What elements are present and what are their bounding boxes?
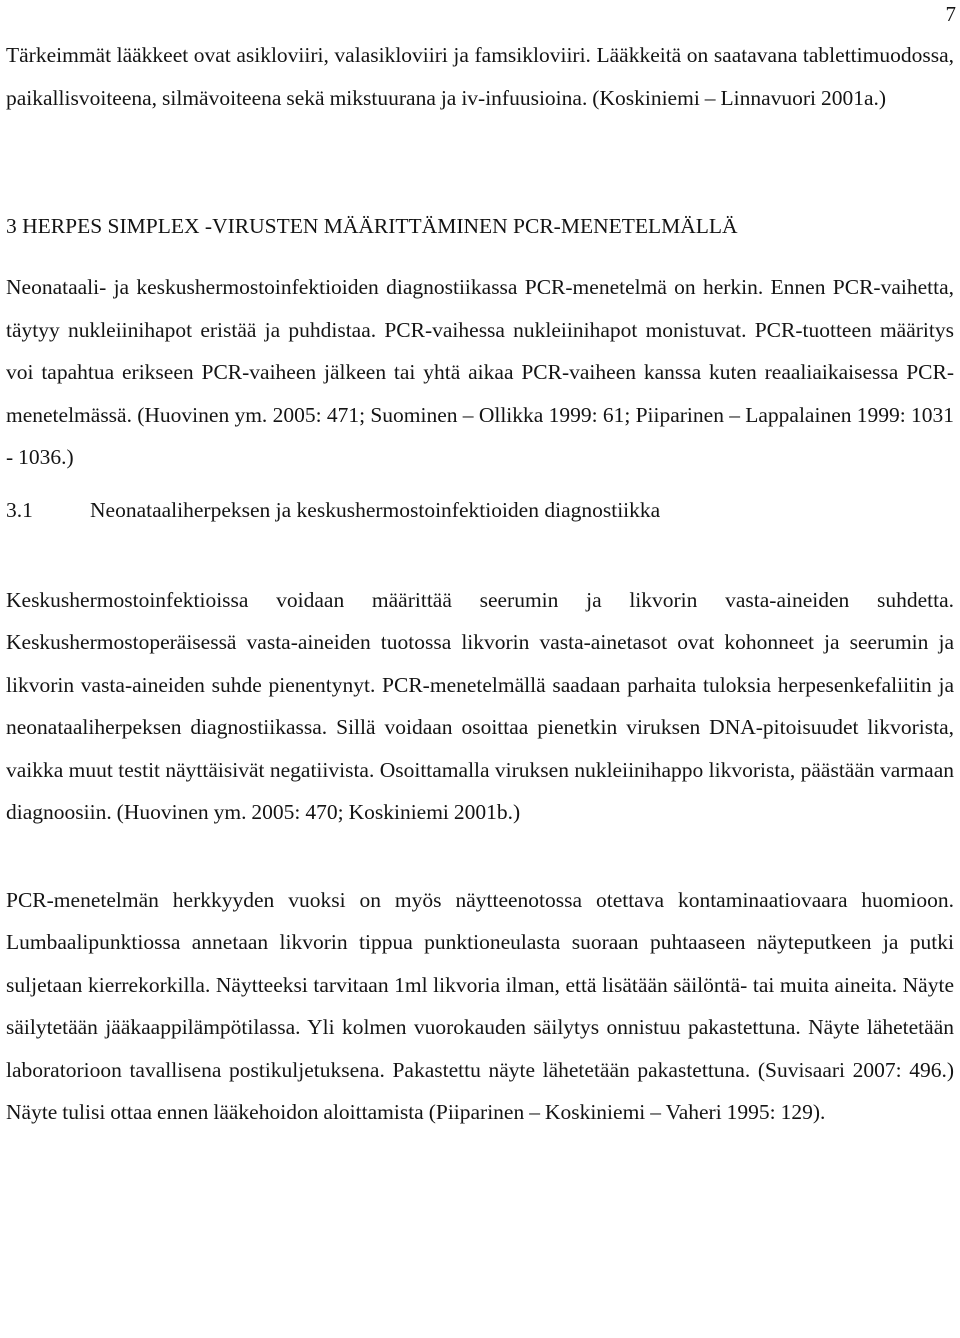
subsection-title: Neonataaliherpeksen ja keskushermostoinfektioiden diagnostiikka — [90, 497, 661, 522]
section-heading: 3 HERPES SIMPLEX -VIRUSTEN MÄÄRITTÄMINEN PCR-MENETELMÄLLÄ — [6, 214, 738, 238]
subsection-number: 3.1 — [6, 497, 33, 522]
pcr-method-paragraph: Neonataali- ja keskushermostoinfektioiden diagnostiikassa PCR-menetelmä on herkin. Ennen PCR-vaihetta, täytyy nukleiinihapot eristää ja puhdistaa. PCR-vaihessa nukleiinihapot monistuvat. PCR-tuotteen määritys voi tapahtua erikseen PCR-vaiheen jälkeen tai yhtä aikaa PCR-vaiheen kanssa kuten reaaliaikaisessa PCR-menetelmässä. (Huovinen ym. 2005: 471; Suominen – Ollikka 1999: 61; Piiparinen – Lappalainen 1999: 1031 - 1036.) — [6, 275, 954, 469]
csf-diagnostics-paragraph: Keskushermostoinfektioissa voidaan määrittää seerumin ja likvorin vasta-aineiden suhdetta. Keskushermostoperäisessä vasta-aineiden tuotossa likvorin vasta-ainetasot ovat kohonneet ja seerumin ja likvorin vasta-aineiden suhde pienentynyt. PCR-menetelmällä saadaan parhaita tuloksia herpesenkefaliitin ja neonataaliherpeksen diagnostiikassa. Sillä voidaan osoittaa pienetkin viruksen DNA-pitoisuudet likvorista, vaikka muut testit näyttäisivät negatiivista. Osoittamalla viruksen nukleiinihappo likvorista, päästään varmaan diagnoosiin. (Huovinen ym. 2005: 470; Koskiniemi 2001b.) — [6, 587, 954, 824]
subsection-heading — [6, 489, 954, 531]
page-number: 7 — [945, 2, 956, 26]
sampling-paragraph: PCR-menetelmän herkkyyden vuoksi on myös näytteenotossa otettava kontaminaatiovaara huomioon. Lumbaalipunktiossa annetaan likvorin tippua punktioneulasta suoraan puhtaaseen näyteputkeen ja putki suljetaan kierrekorkilla. Näytteeksi tarvitaan 1ml likvoria ilman, että lisätään säilöntä- tai muita aineita. Näyte säilytetään jääkaappilämpötilassa. Yli kolmen vuorokauden säilytys onnistuu pakastettuna. Näyte lähetetään laboratorioon tavallisena postikuljetuksena. Pakastettu näyte lähetetään pakastettuna. (Suvisaari 2007: 496.) Näyte tulisi ottaa ennen lääkehoidon aloittamista (Piiparinen – Koskiniemi – Vaheri 1995: 129). — [6, 887, 954, 1124]
document-body — [6, 34, 954, 1134]
intro-paragraph: Tärkeimmät lääkkeet ovat asikloviiri, valasikloviiri ja famsikloviiri. Lääkkeitä on saatavana tablettimuodossa, paikallisvoiteena, silmävoiteena sekä mikstuurana ja iv-infuusioina. (Koskiniemi – Linnavuori 2001a.) — [6, 43, 954, 110]
